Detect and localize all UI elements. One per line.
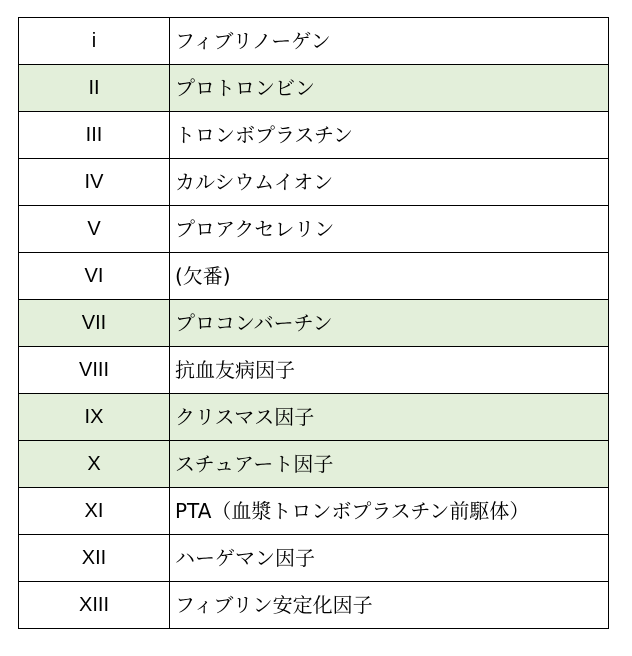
factor-name-cell: PTA（血漿トロンボプラスチン前駆体）: [170, 488, 609, 535]
factor-numeral-cell: IV: [19, 159, 170, 206]
factor-row: [19, 347, 609, 394]
factor-numeral-cell: V: [19, 206, 170, 253]
factor-numeral-cell: XIII: [19, 582, 170, 629]
factor-numeral-cell: III: [19, 112, 170, 159]
factor-numeral-cell: VI: [19, 253, 170, 300]
factor-numeral-cell: X: [19, 441, 170, 488]
factor-row: [19, 441, 609, 488]
factor-numeral-cell: VII: [19, 300, 170, 347]
coagulation-factor-table: [18, 17, 609, 629]
factor-table-body: [19, 18, 609, 629]
factor-name-cell: フィブリン安定化因子: [170, 582, 609, 629]
factor-numeral-cell: XI: [19, 488, 170, 535]
factor-name-cell: クリスマス因子: [170, 394, 609, 441]
factor-row: [19, 18, 609, 65]
factor-numeral-cell: i: [19, 18, 170, 65]
factor-name-cell: フィブリノーゲン: [170, 18, 609, 65]
factor-numeral-cell: XII: [19, 535, 170, 582]
factor-row: [19, 488, 609, 535]
factor-name-cell: プロアクセレリン: [170, 206, 609, 253]
factor-row: [19, 300, 609, 347]
factor-name-cell: (欠番): [170, 253, 609, 300]
factor-name-cell: スチュアート因子: [170, 441, 609, 488]
factor-name-cell: カルシウムイオン: [170, 159, 609, 206]
factor-row: [19, 65, 609, 112]
factor-numeral-cell: II: [19, 65, 170, 112]
factor-name-cell: プロトロンビン: [170, 65, 609, 112]
factor-row: [19, 159, 609, 206]
factor-name-cell: 抗血友病因子: [170, 347, 609, 394]
factor-row: [19, 535, 609, 582]
factor-numeral-cell: VIII: [19, 347, 170, 394]
factor-name-cell: プロコンバーチン: [170, 300, 609, 347]
factor-row: [19, 112, 609, 159]
factor-row: [19, 253, 609, 300]
factor-name-cell: ハーゲマン因子: [170, 535, 609, 582]
factor-numeral-cell: IX: [19, 394, 170, 441]
factor-row: [19, 206, 609, 253]
factor-name-cell: トロンボプラスチン: [170, 112, 609, 159]
factor-row: [19, 394, 609, 441]
factor-row: [19, 582, 609, 629]
